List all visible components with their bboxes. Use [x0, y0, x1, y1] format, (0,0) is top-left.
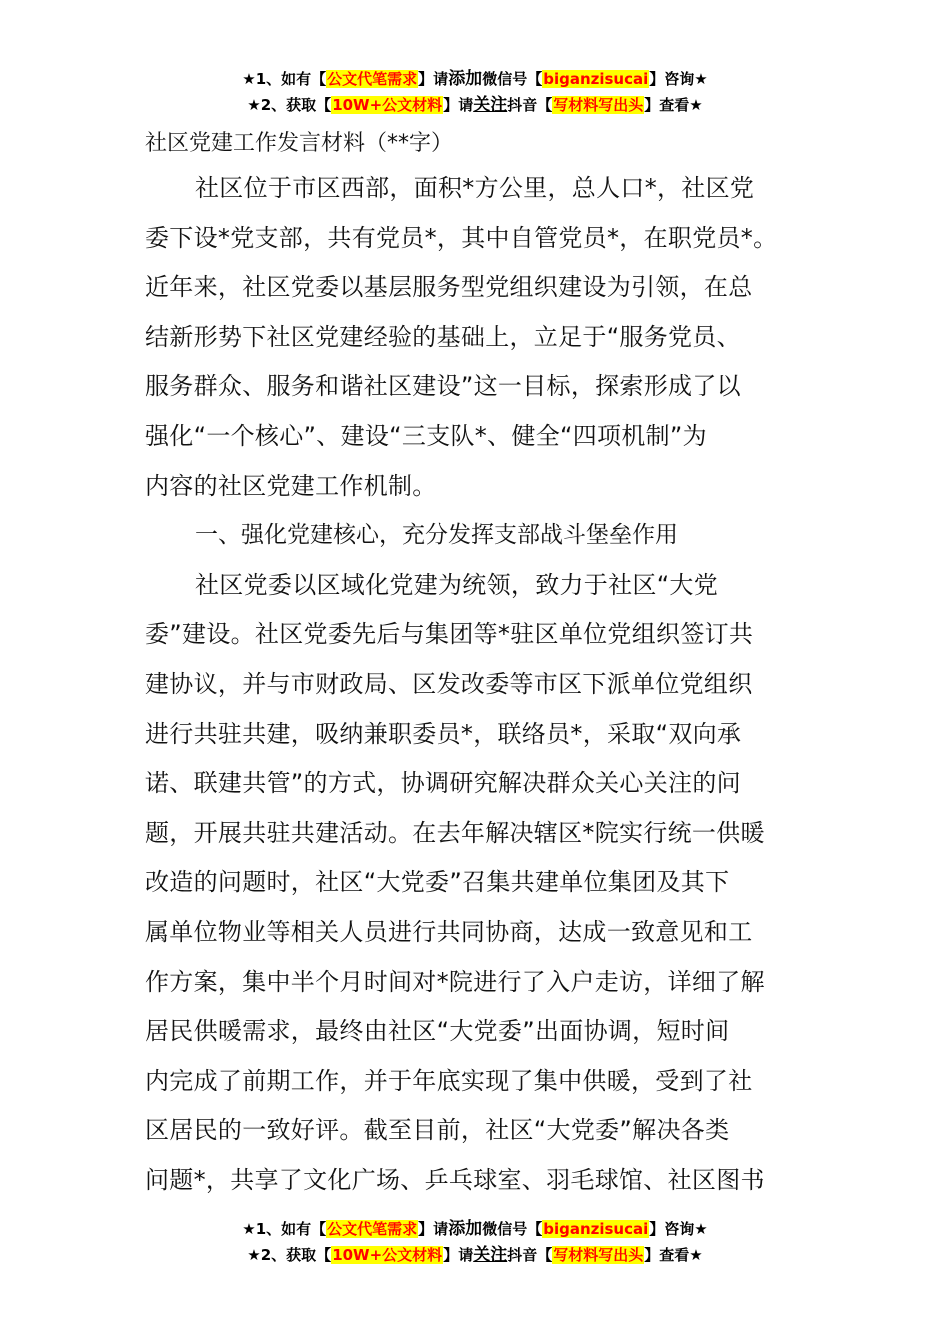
paragraph-line: 内容的社区党建工作机制。 — [145, 471, 437, 500]
paragraph-line: 社区党委以区域化党建为统领，致力于社区“大党 — [195, 570, 719, 599]
banner-text: 】请 — [443, 96, 474, 114]
highlight-douyin-id: 写材料写出头 — [553, 1246, 644, 1264]
banner-text: 】查看★ — [644, 1246, 703, 1264]
paragraph-line: 委”建设。社区党委先后与集团等*驻区单位党组织签订共 — [145, 620, 754, 649]
banner-line-2 — [0, 1242, 950, 1268]
document-title: 社区党建工作发言材料（**字） — [145, 131, 454, 156]
highlight-wechat-id: biganzisucai — [543, 70, 649, 88]
banner-text: 】咨询★ — [649, 70, 708, 88]
highlight-douyin-id: 写材料写出头 — [553, 96, 644, 114]
banner-emphasis: 关注 — [473, 95, 508, 115]
banner-text: ★1、如有【 — [242, 1220, 327, 1238]
banner-text: ★2、获取【 — [247, 1246, 332, 1264]
footer-banner — [0, 1216, 950, 1268]
paragraph-line: 进行共驻共建，吸纳兼职委员*，联络员*，采取“双向承 — [145, 719, 742, 748]
paragraph-line: 内完成了前期工作，并于年底实现了集中供暖，受到了社 — [145, 1066, 753, 1095]
paragraph-line: 服务群众、服务和谐社区建设”这一目标，探索形成了以 — [145, 372, 741, 401]
paragraph-intro — [145, 164, 815, 511]
paragraph-line: 社区位于市区西部，面积*方公里，总人口*，社区党 — [195, 174, 755, 202]
banner-line-1 — [0, 66, 950, 92]
banner-emphasis: 添加 — [448, 1219, 483, 1239]
paragraph-line: 诺、联建共管”的方式，协调研究解决群众关心关注的问 — [145, 769, 741, 798]
banner-text: 】请 — [443, 1246, 474, 1264]
document-body — [145, 124, 815, 1205]
paragraph-line: 结新形势下社区党建经验的基础上，立足于“服务党员、 — [145, 322, 741, 351]
banner-text: 】请 — [418, 70, 449, 88]
paragraph-line: 题，开展共驻共建活动。在去年解决辖区*院实行统一供暖 — [145, 818, 765, 847]
banner-text: 】请 — [418, 1220, 449, 1238]
banner-text: 】查看★ — [644, 96, 703, 114]
paragraph-section-1 — [145, 561, 815, 1206]
banner-text: 微信号【 — [482, 70, 543, 88]
banner-text: 】咨询★ — [649, 1220, 708, 1238]
paragraph-line: 近年来，社区党委以基层服务型党组织建设为引领，在总 — [145, 273, 753, 302]
paragraph-line: 居民供暖需求，最终由社区“大党委”出面协调，短时间 — [145, 1017, 730, 1046]
highlight-service: 公文代笔需求 — [327, 70, 418, 88]
highlight-wechat-id: biganzisucai — [543, 1220, 649, 1238]
paragraph-line: 问题*，共享了文化广场、乒乓球室、羽毛球馆、社区图书 — [145, 1165, 765, 1194]
banner-emphasis: 关注 — [473, 1245, 508, 1265]
highlight-materials: 10W+公文材料 — [332, 1246, 443, 1264]
paragraph-line: 区居民的一致好评。截至目前，社区“大党委”解决各类 — [145, 1116, 730, 1145]
banner-text: 抖音【 — [507, 1246, 553, 1264]
banner-text: 抖音【 — [507, 96, 553, 114]
highlight-materials: 10W+公文材料 — [332, 96, 443, 114]
paragraph-line: 改造的问题时，社区“大党委”召集共建单位集团及其下 — [145, 868, 730, 897]
banner-line-1 — [0, 1216, 950, 1242]
banner-text: ★2、获取【 — [247, 96, 332, 114]
banner-text: 微信号【 — [482, 1220, 543, 1238]
paragraph-line: 建协议，并与市财政局、区发改委等市区下派单位党组织 — [145, 669, 753, 698]
header-banner — [0, 66, 950, 118]
highlight-service: 公文代笔需求 — [327, 1220, 418, 1238]
banner-line-2 — [0, 92, 950, 118]
paragraph-line: 委下设*党支部，共有党员*，其中自管党员*，在职党员*。 — [145, 223, 778, 252]
banner-text: ★1、如有【 — [242, 70, 327, 88]
banner-emphasis: 添加 — [448, 69, 483, 89]
section-heading: 一、强化党建核心，充分发挥支部战斗堡垒作用 — [195, 522, 678, 549]
paragraph-line: 强化“一个核心”、建设“三支队*、健全“四项机制”为 — [145, 421, 707, 450]
paragraph-line: 属单位物业等相关人员进行共同协商，达成一致意见和工 — [145, 917, 753, 946]
paragraph-line: 作方案，集中半个月时间对*院进行了入户走访，详细了解 — [145, 967, 765, 996]
